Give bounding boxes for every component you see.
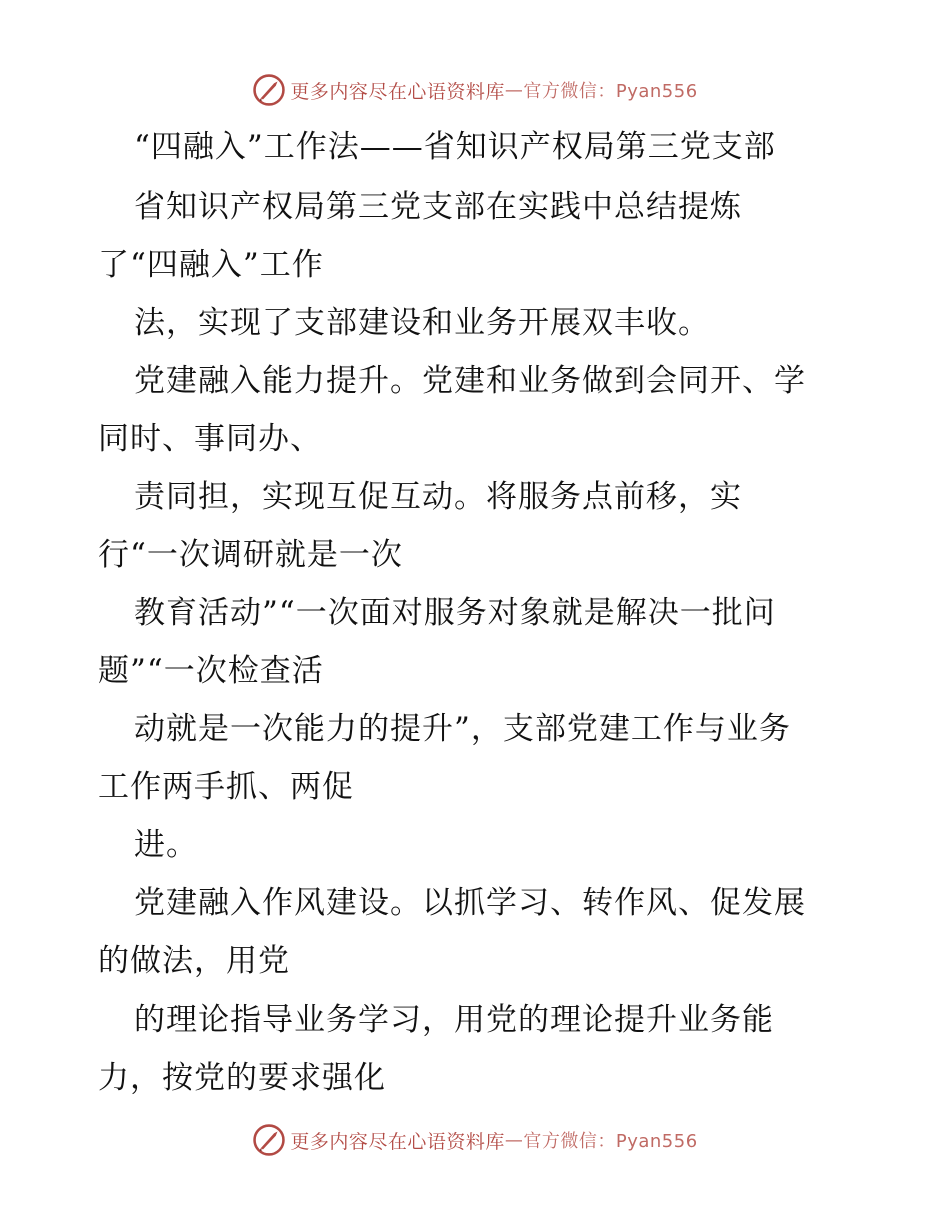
paragraph-line: 省知识产权局第三党支部在实践中总结提炼 <box>134 189 742 225</box>
watermark-dash: — <box>504 79 524 101</box>
watermark-dash: — <box>504 1129 524 1151</box>
paragraph-line: 教育活动”“一次面对服务对象就是解决一批问 <box>134 595 776 631</box>
paragraph-line: 行“一次调研就是一次 <box>98 537 403 573</box>
paragraph-line: 党建融入能力提升。党建和业务做到会同开、学 <box>134 363 806 399</box>
watermark-wechat: 官方微信：Pyan556 <box>523 1131 698 1152</box>
watermark-footer <box>0 1120 950 1160</box>
paragraph-line: 进。 <box>134 827 198 863</box>
watermark-text: 更多内容尽在心语资料库 <box>290 1130 505 1153</box>
paragraph-line: 党建融入作风建设。以抓学习、转作风、促发展 <box>134 885 806 921</box>
paragraph-line: 动就是一次能力的提升”，支部党建工作与业务 <box>134 711 791 747</box>
watermark-header <box>0 70 950 110</box>
paragraph-line: 工作两手抓、两促 <box>98 769 354 805</box>
paragraph-line: 的做法，用党 <box>98 943 290 979</box>
paragraph-line: 的理论指导业务学习，用党的理论提升业务能 <box>134 1002 774 1038</box>
watermark-wechat: 官方微信：Pyan556 <box>523 81 698 102</box>
paragraph-line: 法，实现了支部建设和业务开展双丰收。 <box>134 305 710 341</box>
paragraph-line: 责同担，实现互促互动。将服务点前移，实 <box>134 479 742 515</box>
paragraph-line: 力，按党的要求强化 <box>98 1060 386 1096</box>
quill-logo-icon <box>252 1123 286 1157</box>
paragraph-line: 同时、事同办、 <box>98 421 322 457</box>
paragraph-line: 了“四融入”工作 <box>98 247 324 283</box>
quill-logo-icon <box>252 73 286 107</box>
watermark-text: 更多内容尽在心语资料库 <box>290 80 505 103</box>
paragraph-line: 题”“一次检查活 <box>98 653 324 689</box>
doc-title: “四融入”工作法——省知识产权局第三党支部 <box>134 129 776 165</box>
